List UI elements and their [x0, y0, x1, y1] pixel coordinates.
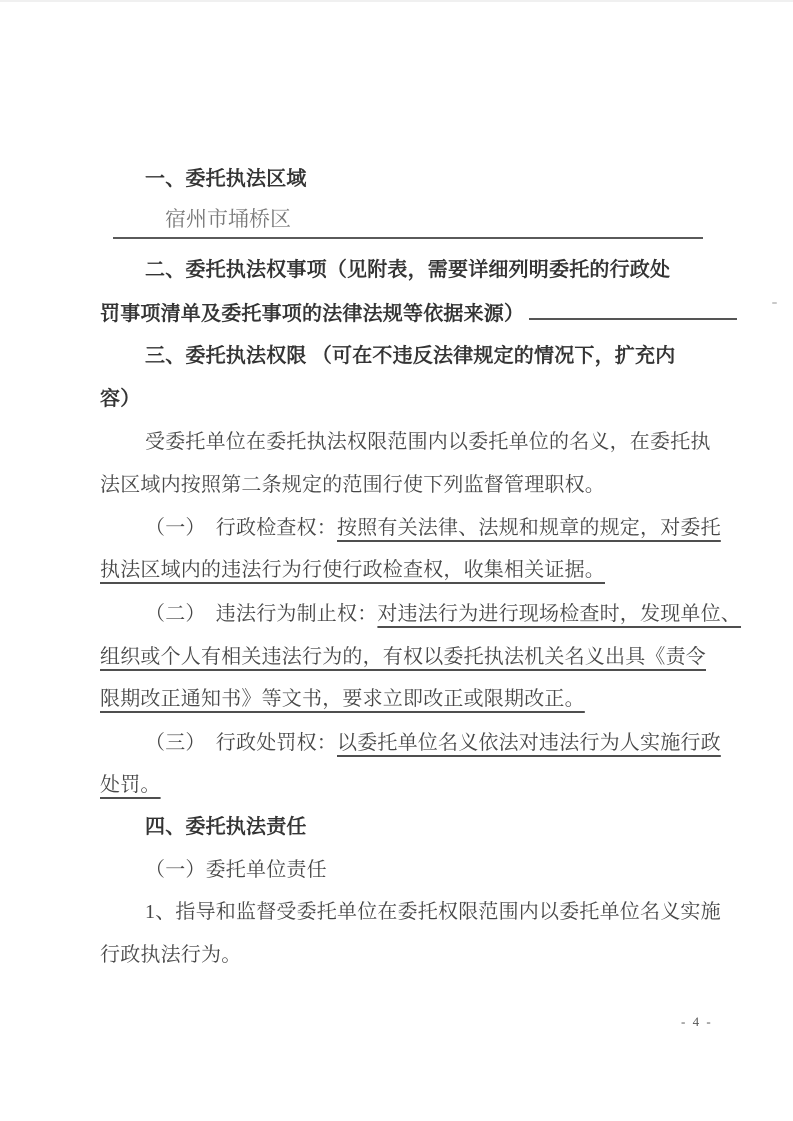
section-4-paragraph-1-line-2: 行政执法行为。	[100, 944, 242, 966]
item-1-line-1	[145, 513, 721, 543]
item-2-line-2	[100, 642, 706, 672]
page-number: - 4 -	[681, 1014, 713, 1029]
section-4-heading: 四、委托执法责任	[145, 816, 307, 838]
item-3-underlined-text-1: 以委托单位名义依法对违法行为人实施行政	[337, 732, 721, 754]
item-2-underlined-text-2: 组织或个人有相关违法行为的，有权以委托执法机关名义出具《责令	[100, 646, 706, 668]
section-1-fill-blank	[113, 201, 703, 239]
section-3-paragraph-line-2: 法区域内按照第二条规定的范围行使下列监督管理职权。	[100, 474, 605, 496]
section-2-heading-line-1: 二、委托执法权事项（见附表，需要详细列明委托的行政处	[145, 259, 671, 281]
section-4-paragraph-1-line-1: 1、指导和监督受委托单位在委托权限范围内以委托单位名义实施	[145, 901, 721, 923]
section-3-paragraph-line-1: 受委托单位在委托执法权限范围内以委托单位的名义，在委托执	[145, 431, 711, 453]
section-2-heading-text: 罚事项清单及委托事项的法律法规等依据来源）	[100, 303, 525, 325]
section-4-subheading-1: （一）委托单位责任	[145, 859, 327, 881]
item-3-label: （三） 行政处罚权：	[145, 732, 337, 754]
item-1-underlined-text-2: 执法区域内的违法行为行使行政检查权，收集相关证据。	[100, 559, 605, 581]
item-3-underlined-text-2: 处罚。	[100, 774, 161, 796]
item-2-underlined-text-1: 对违法行为进行现场检查时，发现单位、	[377, 603, 742, 625]
item-1-underlined-text-1: 按照有关法律、法规和规章的规定，对委托	[337, 517, 721, 539]
scan-speck	[772, 302, 777, 304]
section-1-heading: 一、委托执法区域	[145, 168, 307, 190]
item-2-line-3	[100, 684, 585, 714]
section-2-heading-line-2	[100, 298, 737, 329]
section-1-fill-value: 宿州市埇桥区	[165, 207, 291, 231]
item-1-label: （一） 行政检查权：	[145, 517, 337, 539]
item-3-line-2	[100, 770, 161, 800]
scan-edge-artifact	[0, 0, 793, 2]
item-2-label: （二） 违法行为制止权：	[145, 603, 378, 625]
section-3-heading-line-2: 容）	[100, 388, 141, 410]
item-3-line-1	[145, 728, 721, 758]
section-3-heading-line-1: 三、委托执法权限 （可在不违反法律规定的情况下，扩充内	[145, 345, 676, 367]
blank-underline	[529, 298, 737, 320]
item-2-line-1	[145, 599, 741, 629]
item-2-underlined-text-3: 限期改正通知书》等文书，要求立即改正或限期改正。	[100, 688, 585, 710]
item-1-line-2	[100, 555, 605, 585]
